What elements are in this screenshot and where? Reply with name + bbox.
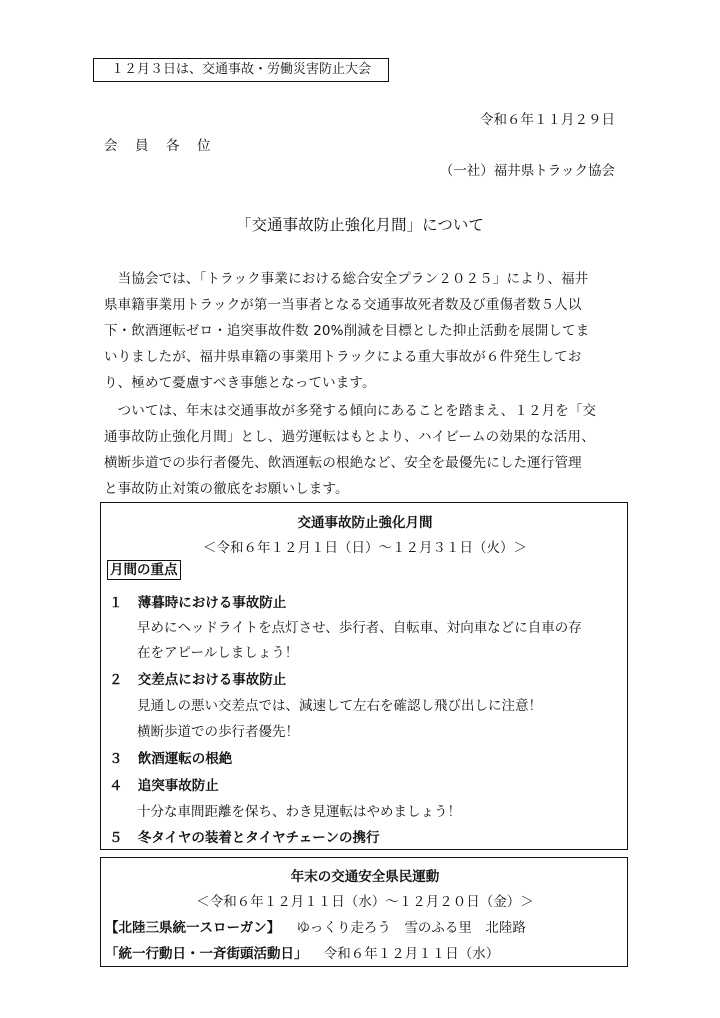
item-number: ５ xyxy=(109,830,123,846)
recipients: 会 員 各 位 xyxy=(104,138,213,154)
body-line: 横断歩道での歩行者優先、飲酒運転の根絶など、安全を最優先にした運行管理 xyxy=(104,455,582,471)
body-line: ついては、年末は交通事故が多発する傾向にあることを踏まえ、１２月を「交 xyxy=(104,403,597,419)
action-day-date: 令和６年１２月１１日（水） xyxy=(323,946,500,962)
item-detail: 横断歩道での歩行者優先！ xyxy=(137,724,299,740)
body-line: 下・飲酒運転ゼロ・追突事故件数 20%削減を目標とした抑止活動を展開してま xyxy=(104,323,590,339)
body-line: と事故防止対策の徹底をお願いします。 xyxy=(104,481,349,497)
item-detail: 早めにヘッドライトを点灯させ、歩行者、自転車、対向車などに自車の存 xyxy=(137,620,582,636)
document-title: 「交通事故防止強化月間」について xyxy=(236,216,484,234)
campaign-period: ＜令和６年１２月１日（日）～１２月３１日（火）＞ xyxy=(203,540,527,556)
body-line: 県車籍事業用トラックが第一当事者となる交通事故死者数及び重傷者数５人以 xyxy=(104,297,582,313)
item-number: １ xyxy=(109,595,123,611)
focus-item-4 xyxy=(109,774,219,794)
slogan-label: 【北陸三県統一スローガン】 xyxy=(105,920,281,936)
item-heading: 飲酒運転の根絶 xyxy=(137,751,233,767)
focus-item-5 xyxy=(109,826,380,846)
item-number: ２ xyxy=(109,672,123,688)
document-date: 令和６年１１月２９日 xyxy=(480,112,615,128)
item-detail: 十分な車間距離を保ち、わき見運転はやめましょう！ xyxy=(137,804,461,820)
body-line: 当協会では、「トラック事業における総合安全プラン２０２５」により、福井 xyxy=(104,271,589,287)
focus-item-2 xyxy=(109,668,286,688)
item-heading: 冬タイヤの装着とタイヤチェーンの携行 xyxy=(137,830,380,846)
focus-item-3 xyxy=(109,747,232,767)
focus-label: 月間の重点 xyxy=(107,560,181,580)
item-detail: 在をアピールしましょう！ xyxy=(137,645,299,661)
item-detail: 見通しの悪い交差点では、減速して左右を確認し飛び出しに注意！ xyxy=(137,698,542,714)
year-end-period: ＜令和６年１２月１１日（水）～１２月２０日（金）＞ xyxy=(196,894,534,910)
campaign-month-box xyxy=(100,502,628,850)
campaign-title: 交通事故防止強化月間 xyxy=(297,515,433,531)
item-number: ４ xyxy=(109,778,123,794)
body-line: いりましたが、福井県車籍の事業用トラックによる重大事故が６件発生してお xyxy=(104,349,582,365)
focus-item-1 xyxy=(109,591,286,611)
event-notice-box: １２月３日は、交通事故・労働災害防止大会 xyxy=(93,58,389,82)
year-end-campaign-box xyxy=(100,857,628,967)
year-end-title: 年末の交通安全県民運動 xyxy=(290,869,440,885)
item-heading: 薄暮時における事故防止 xyxy=(137,595,287,611)
item-heading: 追突事故防止 xyxy=(137,778,219,794)
body-line: り、極めて憂慮すべき事態となっています。 xyxy=(104,375,376,391)
item-number: ３ xyxy=(109,751,123,767)
sender: （一社）福井県トラック協会 xyxy=(439,163,615,179)
body-line: 通事故防止強化月間」とし、過労運転はもとより、ハイビームの効果的な活用、 xyxy=(104,429,595,445)
slogan-row xyxy=(105,916,526,936)
slogan-text: ゆっくり走ろう 雪のふる里 北陸路 xyxy=(296,920,526,936)
action-day-row xyxy=(105,942,499,962)
item-heading: 交差点における事故防止 xyxy=(137,672,287,688)
action-day-label: 「統一行動日・一斉街頭活動日」 xyxy=(105,946,308,962)
